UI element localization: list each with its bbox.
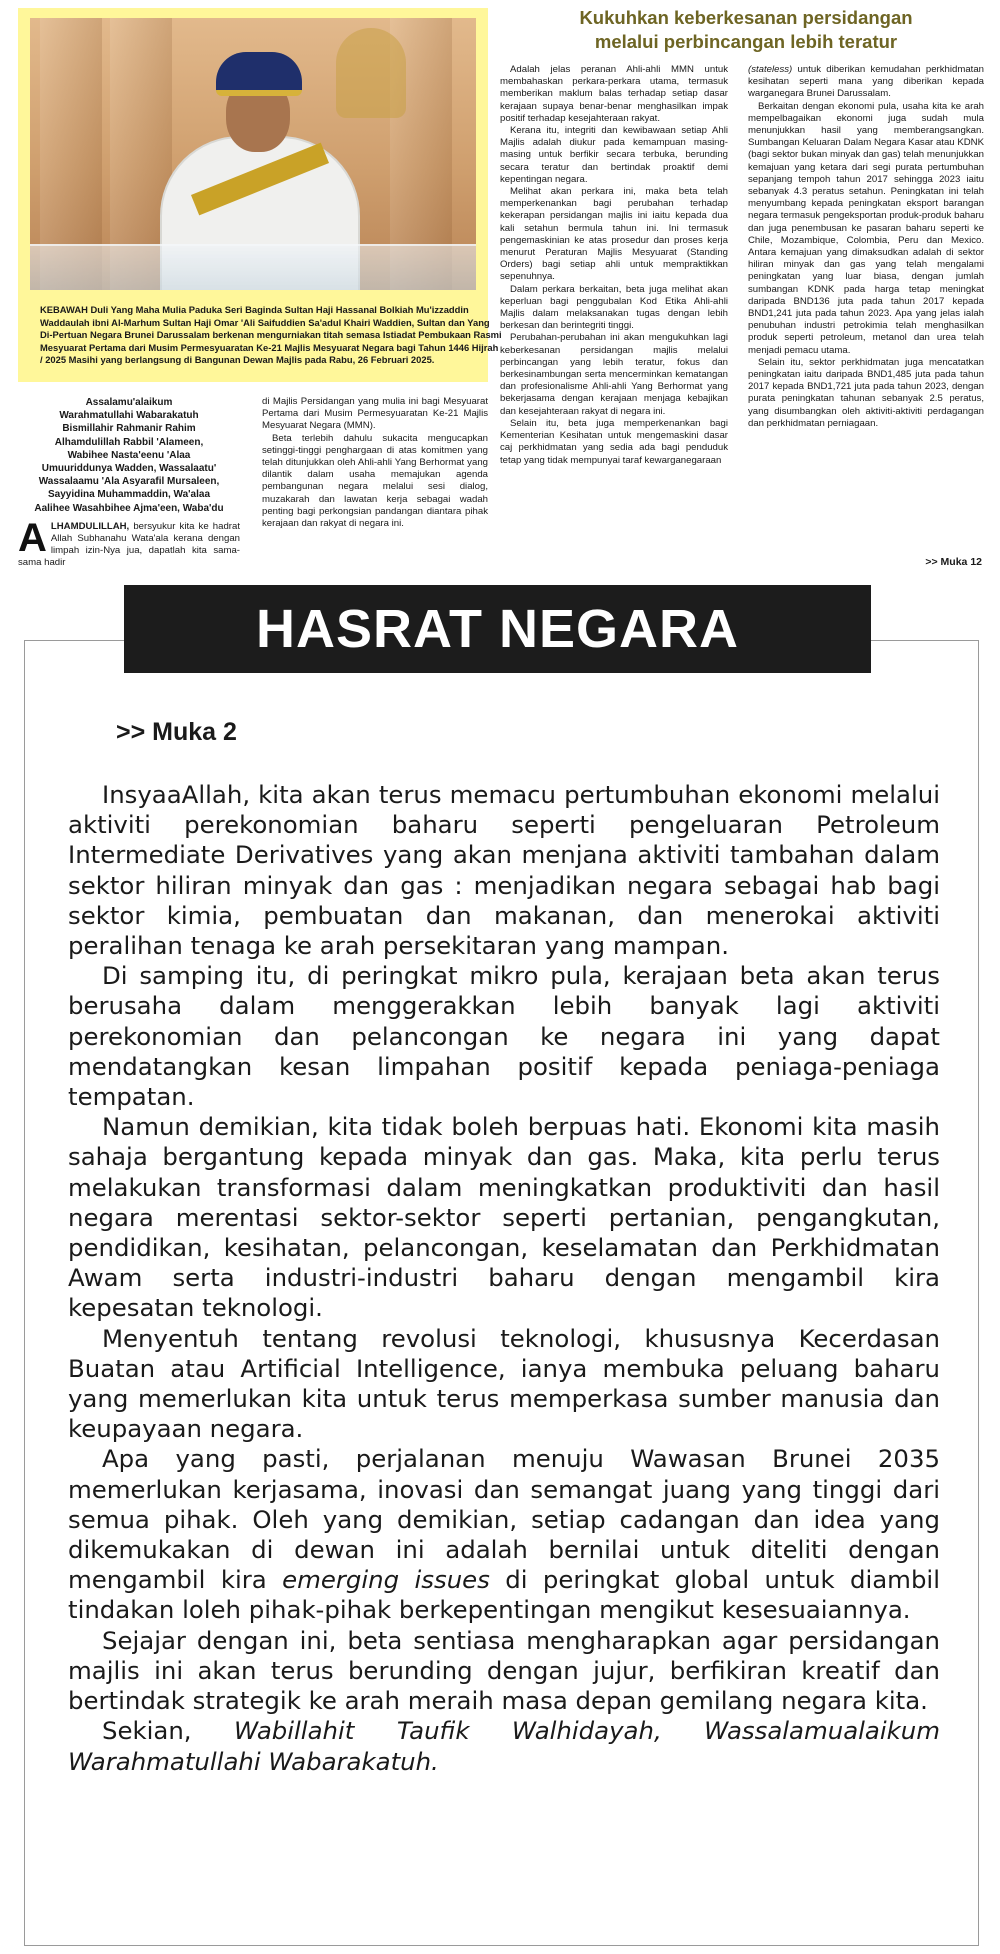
section-banner	[124, 585, 871, 673]
article-column-4	[748, 64, 984, 430]
feature-body	[68, 780, 940, 1777]
continued-page-link[interactable]: >> Muka 12	[925, 556, 982, 568]
paragraph: Dalam perkara berkaitan, beta juga melihat akan keperluan bagi penggubalan Kod Etika Ahli-ahli Majlis dalam melaksanakan tugas dengan lebih berkesan dan berintegriti tinggi.	[500, 283, 728, 332]
drop-cap: A	[18, 515, 47, 560]
paragraph: Perubahan-perubahan ini akan mengukuhkan lagi keberkesanan persidangan majlis melalui perbincangan yang lebih teratur, fokus dan berkesinambungan serta mencerminkan kematangan dan profesionalisme Ahli-ahli Yang Berhormat yang bekerjasama dengan kerajaan menjaga kebajikan dan kesejahteraan rakyat di negara ini.	[500, 332, 728, 417]
article-column-3	[500, 64, 728, 467]
article-column-1	[18, 396, 240, 570]
sultan-photo	[30, 18, 476, 290]
paragraph: Sejajar dengan ini, beta sentiasa mengharapkan agar persidangan majlis ini akan terus berunding dengan jujur, berfikiran kreatif dan bertindak strategik ke arah meraih masa depan gemilang negara kita.	[68, 1625, 940, 1716]
lead-paragraph: ALHAMDULILLAH, bersyukur kita ke hadrat Allah Subhanahu Wata'ala kerana dengan limpah izin-Nya jua, dapatlah kita sama-sama hadir	[18, 515, 240, 569]
photo-caption: KEBAWAH Duli Yang Maha Mulia Paduka Seri Baginda Sultan Haji Hassanal Bolkiah Mu'izzaddin Waddaulah ibni Al-Marhum Sultan Haji Omar 'Ali Saifuddien Sa'adul Khairi Waddien, Sultan dan Yang Di-Pertuan Negara Brunei Darussalam berkenan mengurniakan titah semasa Istiadat Pembukaan Rasmi Mesyuarat Pertama dari Musim Permesyuaratan Ke-21 Majlis Mesyuarat Negara bagi Tahun 1446 Hijrah / 2025 Masihi yang berlangsung di Bangunan Dewan Majlis pada Rabu, 26 Februari 2025.	[40, 304, 502, 366]
paragraph: Sekian, Wabillahit Taufik Walhidayah, Wassalamualaikum Warahmatullahi Wabarakatuh.	[68, 1716, 940, 1776]
paragraph: Selain itu, sektor perkhidmatan juga mencatatkan peningkatan iaitu daripada BND1,485 juta pada tahun 2017 kepada BND1,721 juta pada tahun 2023, dengan purata peningkatan tahunan sebanyak 2.5 peratus, yang disumbangkan oleh aktiviti-aktiviti perdagangan dan perkhidmatan perniagaan.	[748, 356, 984, 429]
article-column-2	[262, 396, 488, 530]
paragraph: InsyaaAllah, kita akan terus memacu pertumbuhan ekonomi melalui aktiviti perekonomian baharu seperti pengeluaran Petroleum Intermediate Derivatives yang akan menjana aktiviti tambahan dalam sektor hiliran minyak dan gas : menjadikan negara sebagai hab bagi sektor kimia, pembuatan dan makanan, dan menerokai aktiviti peralihan tenaga ke arah persekitaran yang mampan.	[68, 780, 940, 961]
page-reference[interactable]: >> Muka 2	[116, 718, 237, 746]
paragraph: Adalah jelas peranan Ahli-ahli MMN untuk membahaskan perkara-perkara utama, termasuk memberikan maklum balas terhadap setiap dasar kerajaan supaya benar-benar menghasilkan impak positif terhadap kesejahteraan rakyat.	[500, 64, 728, 124]
crest-emblem	[336, 28, 406, 118]
paragraph: Beta terlebih dahulu sukacita mengucapkan setinggi-tinggi penghargaan di atas komitmen yang telah ditunjukkan oleh Ahli-ahli Yang Berhormat yang dilantik dalam usaha memajukan agenda pembangunan negara melalui sesi dialog, muzakarah dan lawatan kerja sebagai wadah penting bagi perkongsian pandangan diantara pihak kerajaan dan rakyat di negara ini.	[262, 432, 488, 530]
paragraph: Namun demikian, kita tidak boleh berpuas hati. Ekonomi kita masih sahaja bergantung kepada minyak dan gas. Maka, kita perlu terus melakukan transformasi dalam meningkatkan produktiviti dan hasil negara merentasi sektor-sektor seperti pertanian, pengangkutan, pendidikan, kesihatan, pelancongan, keselamatan dan Perkhidmatan Awam serta industri-industri baharu dengan mengambil kira kepesatan teknologi.	[68, 1112, 940, 1323]
photo-caption-box	[18, 8, 502, 382]
paragraph: di Majlis Persidangan yang mulia ini bagi Mesyuarat Pertama dari Musim Permesyuaratan Ke-21 Majlis Mesyuarat Negara (MMN).	[262, 396, 488, 432]
article-headline: Kukuhkan keberkesanan persidangan melalui perbincangan lebih teratur	[579, 7, 913, 52]
paragraph: Di samping itu, di peringkat mikro pula, kerajaan beta akan terus berusaha dalam menggerakkan lebih banyak lagi aktiviti perekonomian dan pelancongan ke negara ini yang dapat mendatangkan kesan limpahan positif kepada peniaga-peniaga tempatan.	[68, 961, 940, 1112]
salutation: Assalamu'alaikum Warahmatullahi Wabarakatuh Bismillahir Rahmanir Rahim Alhamdulillah Rabbil 'Alameen, Wabihee Nasta'eenu 'Alaa Umuuriddunya Wadden, Wassalaatu' Wassalaamu 'Ala Asyarafil Mursaleen, Sayyidina Muhammaddin, Wa'alaa Aalihee Wasahbihee Ajma'een, Waba'du	[34, 397, 224, 514]
paragraph: Kerana itu, integriti dan kewibawaan setiap Ahli Majlis adalah diukur pada kemampuan masing-masing untuk berfikir secara terbuka, berunding secara teratur dan bertindak proaktif demi kepentingan negara.	[500, 125, 728, 185]
paragraph: Apa yang pasti, perjalanan menuju Wawasan Brunei 2035 memerlukan kerjasama, inovasi dan semangat juang yang tinggi dari semua pihak. Oleh yang demikian, setiap cadangan dan idea yang dikemukakan di dewan ini adalah bernilai untuk diteliti dengan mengambil kira emerging issues di peringkat global untuk diambil tindakan loleh pihak-pihak berkepentingan mengikut kesesuaiannya.	[68, 1444, 940, 1625]
paragraph: Berkaitan dengan ekonomi pula, usaha kita ke arah mempelbagaikan ekonomi juga sudah mula menunjukkan hasil yang memberangsangkan. Sumbangan Keluaran Dalam Negara Kasar atau KDNK (bagi sektor bukan minyak dan gas) telah menunjukkan kemajuan yang ketara dari segi purata pertumbuhan sepanjang tempoh tahun 2017 sehingga 2023 iaitu sebanyak 4.3 peratus setahun. Peningkatan ini telah menyumbang kepada peningkatan eksport barangan negara termasuk pengeksportan produk-produk baharu dan juga penembusan ke pasaran baharu seperti ke Chile, Mozambique, Colombia, Peru dan Mexico. Antara kemajuan yang dimaksudkan adalah di sektor hiliran minyak dan gas yang telah mengalami peningkatan yang luar biasa, dengan jumlah sumbangan KDNK pada harga tetap meningkat daripada BND136 juta pada tahun 2017 kepada BND1,241 juta pada tahun 2023. Apa yang jelas ialah penubuhan industri petrokimia telah menghasilkan produk seperti petroleum, metanol dan urea telah menjadi pemacu utama.	[748, 100, 984, 356]
paragraph: (stateless) untuk diberikan kemudahan perkhidmatan kesihatan seperti mana yang diberikan kepada warganegara Brunei Darussalam.	[748, 64, 984, 100]
paragraph: Melihat akan perkara ini, maka beta telah memperkenankan bagi perubahan terhadap kekerapan persidangan majlis ini iaitu kepada dua kali setahun bermula tahun ini. Ini termasuk pengemaskinian ke atas prosedur dan proses kerja menurut Peraturan Majlis Mesyuarat (Standing Orders) bagi setiap ahli untuk mempraktikkan sepenuhnya.	[500, 186, 728, 283]
banner-title: HASRAT NEGARA	[256, 599, 739, 659]
paragraph: Menyentuh tentang revolusi teknologi, khususnya Kecerdasan Buatan atau Artificial Intelligence, ianya membuka peluang baharu yang memerlukan kita untuk terus memperkasa sumber manusia dan keupayaan negara.	[68, 1323, 940, 1444]
paragraph: Selain itu, beta juga memperkenankan bagi Kementerian Kesihatan untuk mengemaskini dasar caj perkhidmatan yang sedia ada bagi penduduk tetap yang tidak mempunyai taraf kewarganegaraan	[500, 417, 728, 466]
